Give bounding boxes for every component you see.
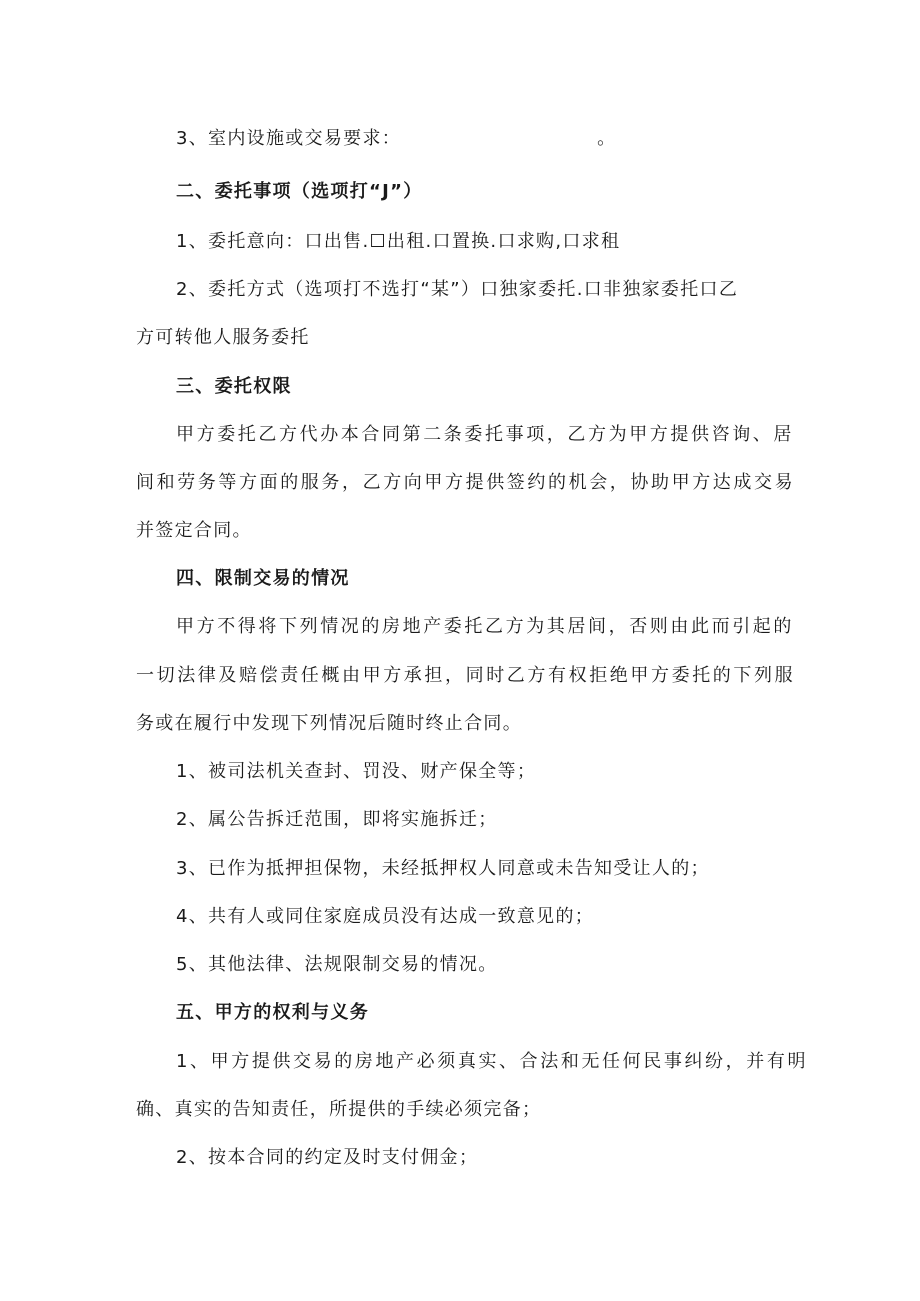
restriction-item-5: 5、其他法律、法规限制交易的情况。 — [176, 954, 498, 975]
restriction-item-2: 2、属公告拆迁范围，即将实施拆迁； — [176, 809, 498, 830]
party-a-duty-2: 2、按本合同的约定及时支付佣金； — [176, 1147, 479, 1168]
entrust-intent-item: 1、委托意向：口出售.☐出租.口置换.口求购,口求租 — [176, 231, 621, 252]
authority-paragraph-line2: 间和劳务等方面的服务，乙方向甲方提供签约的机会，协助甲方达成交易 — [136, 472, 796, 493]
party-a-duty-1-line2: 确、真实的告知责任，所提供的手续必须完备； — [136, 1099, 542, 1120]
restriction-paragraph-line3: 务或在履行中发现下列情况后随时终止合同。 — [136, 713, 522, 734]
restriction-paragraph-line2: 一切法律及赔偿责任概由甲方承担，同时乙方有权拒绝甲方委托的下列服 — [136, 665, 796, 686]
entrust-method-item-line1: 2、委托方式（选项打不选打“某”）口独家委托.口非独家委托口乙 — [176, 279, 739, 300]
facilities-requirement-end: 。 — [597, 128, 617, 149]
facilities-requirement-label: 3、室内设施或交易要求： — [176, 128, 402, 149]
section-3-heading: 三、委托权限 — [176, 376, 292, 397]
restriction-paragraph-line1: 甲方不得将下列情况的房地产委托乙方为其居间，否则由此而引起的 — [176, 616, 794, 637]
party-a-duty-1-line1: 1、甲方提供交易的房地产必须真实、合法和无任何民事纠纷，并有明 — [176, 1051, 809, 1072]
restriction-item-3: 3、已作为抵押担保物，未经抵押权人同意或未告知受让人的； — [176, 858, 710, 879]
section-2-heading: 二、委托事项（选项打“J”） — [176, 181, 423, 202]
section-4-heading: 四、限制交易的情况 — [176, 568, 350, 589]
facilities-requirement-line — [176, 127, 836, 151]
restriction-item-1: 1、被司法机关查封、罚没、财产保全等； — [176, 761, 537, 782]
authority-paragraph-line3: 并签定合同。 — [136, 520, 252, 541]
authority-paragraph-line1: 甲方委托乙方代办本合同第二条委托事项，乙方为甲方提供咨询、居 — [176, 424, 794, 445]
restriction-item-4: 4、共有人或同住家庭成员没有达成一致意见的； — [176, 906, 595, 927]
section-5-heading: 五、甲方的权利与义务 — [176, 1002, 369, 1023]
entrust-method-item-line2: 方可转他人服务委托 — [136, 327, 310, 348]
